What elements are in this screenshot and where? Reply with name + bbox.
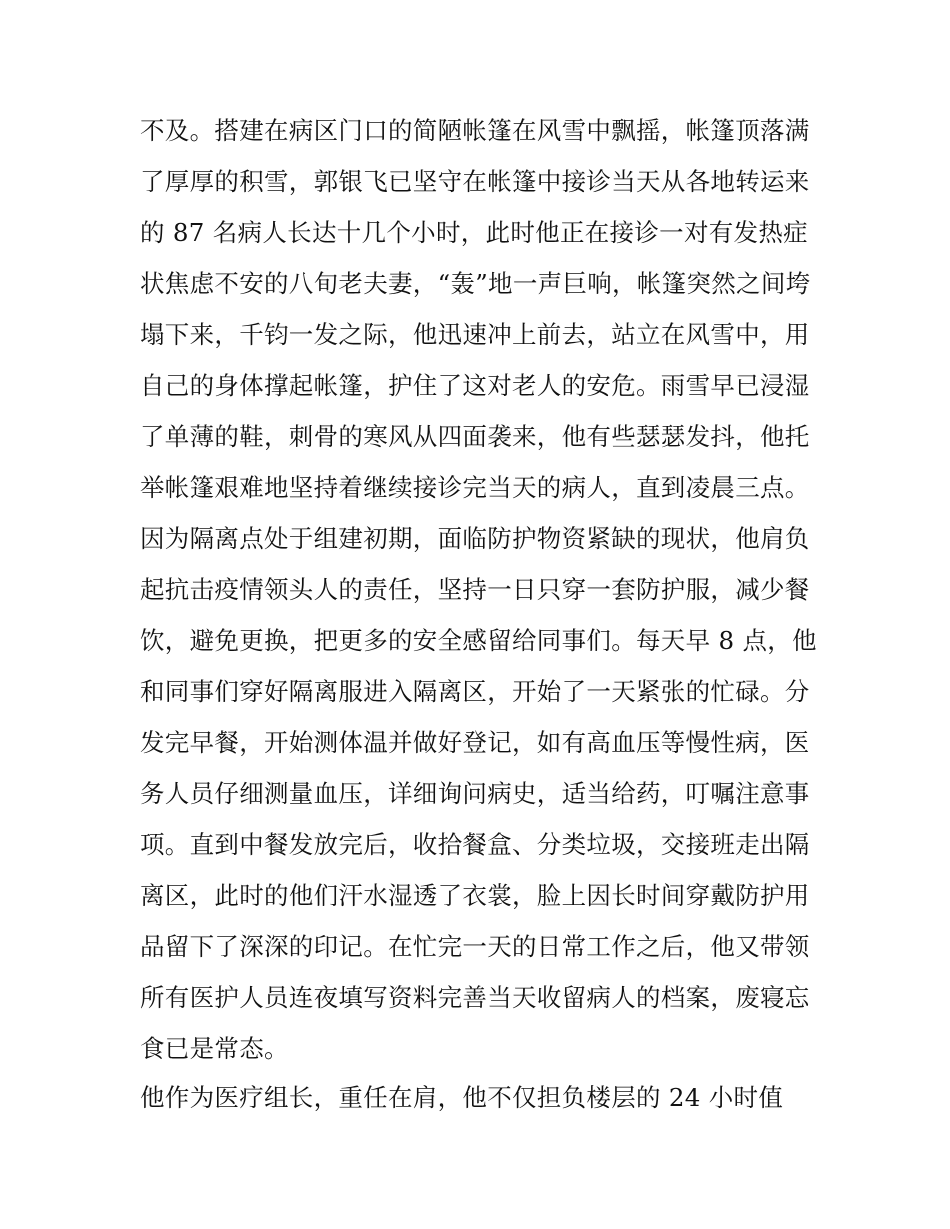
text-line: 状焦虑不安的八旬老夫妻，“轰”地一声巨响，帐篷突然之间垮 — [140, 269, 811, 298]
text-line: 举帐篷艰难地坚持着继续接诊完当天的病人，直到凌晨三点。 — [140, 473, 810, 502]
text-line: 了单薄的鞋，刺骨的寒风从四面袭来，他有些瑟瑟发抖，他托 — [140, 422, 810, 451]
text-line: 和同事们穿好隔离服进入隔离区，开始了一天紧张的忙碌。分 — [140, 677, 810, 706]
text-line: 起抗击疫情领头人的责任，坚持一日只穿一套防护服，减少餐 — [140, 575, 810, 604]
text-line: 项。直到中餐发放完后，收拾餐盒、分类垃圾，交接班走出隔 — [140, 830, 810, 859]
text-line: 的 87 名病人长达十几个小时，此时他正在接诊一对有发热症 — [140, 218, 808, 247]
text-line: 务人员仔细测量血压，详细询问病史，适当给药，叮嘱注意事 — [140, 779, 810, 808]
text-line: 发完早餐，开始测体温并做好登记，如有高血压等慢性病，医 — [140, 728, 810, 757]
text-line: 自己的身体撑起帐篷，护住了这对老人的安危。雨雪早已浸湿 — [140, 371, 810, 400]
text-line: 离区，此时的他们汗水湿透了衣裳，脸上因长时间穿戴防护用 — [140, 881, 810, 910]
text-line: 因为隔离点处于组建初期，面临防护物资紧缺的现状，他肩负 — [140, 524, 810, 553]
text-line: 所有医护人员连夜填写资料完善当天收留病人的档案，废寝忘 — [140, 983, 810, 1012]
text-line: 食已是常态。 — [140, 1034, 289, 1063]
text-line: 饮，避免更换，把更多的安全感留给同事们。每天早 8 点，他 — [140, 626, 817, 655]
text-line: 了厚厚的积雪，郭银飞已坚守在帐篷中接诊当天从各地转运来 — [140, 167, 810, 196]
text-line: 塌下来，千钧一发之际，他迅速冲上前去，站立在风雪中，用 — [140, 320, 810, 349]
text-line: 不及。搭建在病区门口的简陋帐篷在风雪中飘摇，帐篷顶落满 — [140, 116, 810, 145]
text-line: 品留下了深深的印记。在忙完一天的日常工作之后，他又带领 — [140, 932, 810, 961]
text-line: 他作为医疗组长，重任在肩，他不仅担负楼层的 24 小时值 — [140, 1083, 784, 1112]
